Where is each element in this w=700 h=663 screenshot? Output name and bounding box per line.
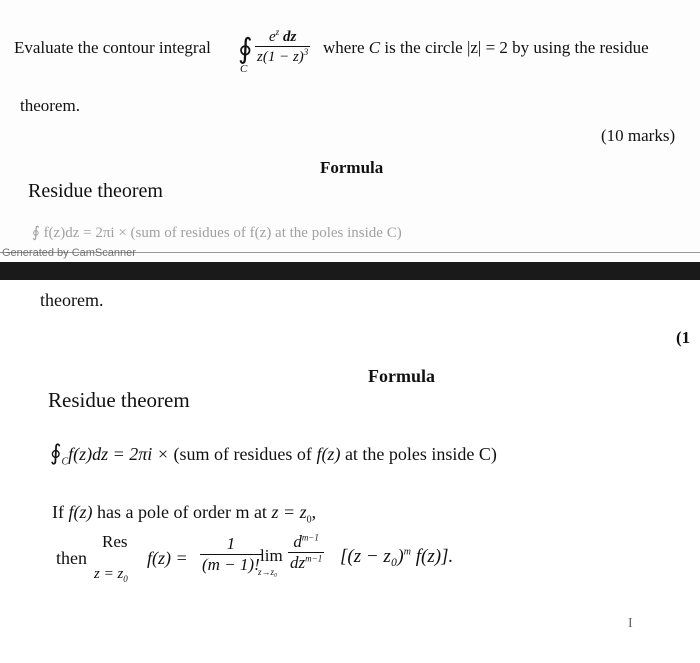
residue-formula-fz: f(z) bbox=[316, 444, 341, 464]
frac-num-sup: z bbox=[275, 27, 280, 37]
question-end: theorem. bbox=[20, 96, 80, 115]
res-bottom bbox=[94, 566, 128, 584]
pole-line: If f(z) has a pole of order m at $z = z_0$, bbox=[52, 502, 317, 526]
residue-formula-end: at the poles inside C) bbox=[344, 444, 497, 464]
frac-den-sup: 3 bbox=[303, 47, 309, 57]
question-mid: where bbox=[323, 38, 365, 57]
integrand-fraction bbox=[255, 27, 310, 66]
bracket-expr: [(z − z₀) bbox=[340, 546, 404, 567]
contour-integral-symbol: ∮ bbox=[238, 34, 253, 65]
res-bottom-sub: 0 bbox=[123, 574, 128, 584]
res-top: Res bbox=[102, 532, 128, 551]
pole-line-z: z = z bbox=[271, 502, 307, 522]
bracket-expression bbox=[340, 546, 453, 568]
residue-formula-body: f(z)dz = 2πi × bbox=[68, 444, 174, 464]
text-cursor-icon: I bbox=[628, 616, 633, 631]
integral-subscript: C bbox=[240, 63, 248, 75]
frac-den: z(1 − z) bbox=[257, 49, 304, 65]
scanned-page-top bbox=[0, 0, 700, 262]
question-continue bbox=[323, 38, 649, 58]
frac-num: e bbox=[269, 29, 276, 45]
residue-formula bbox=[50, 440, 497, 468]
question-line bbox=[14, 38, 211, 58]
marks-clipped: (1 bbox=[676, 328, 691, 347]
marks: (10 marks) bbox=[601, 126, 676, 145]
residue-formula-sub: C bbox=[61, 456, 69, 468]
frac1-num: 1 bbox=[200, 534, 262, 555]
frac-num-rest: dz bbox=[282, 29, 297, 45]
residue-formula-text: (sum of residues of bbox=[173, 444, 312, 464]
pole-line-z-sub: 0 bbox=[306, 514, 312, 526]
deriv-num-sup: m−1 bbox=[301, 532, 319, 543]
camscanner-watermark: Generated by CamScanner bbox=[2, 247, 136, 259]
then-word: then bbox=[56, 548, 87, 568]
deriv-num bbox=[288, 532, 324, 553]
lim-sub: z→z₀ bbox=[258, 567, 278, 577]
pole-line-mid: has a pole of order m at bbox=[97, 502, 267, 522]
residue-heading: Residue theorem bbox=[48, 388, 190, 412]
formula-heading-top: Formula bbox=[320, 158, 384, 177]
pole-line-start: If bbox=[52, 502, 64, 522]
lim: lim bbox=[260, 546, 283, 565]
bracket-end: f(z)]. bbox=[415, 546, 454, 567]
question-c: C bbox=[368, 38, 381, 57]
contour-integral-symbol-2: ∮ bbox=[50, 440, 62, 465]
page-divider bbox=[0, 262, 700, 280]
question-start: Evaluate the contour integral bbox=[14, 38, 211, 57]
deriv-den-sup: m−1 bbox=[305, 553, 323, 564]
derivative-fraction bbox=[288, 532, 324, 573]
frac1-den: (m − 1)! bbox=[202, 555, 260, 574]
bracket-sup: m bbox=[403, 546, 411, 558]
deriv-num-d: d bbox=[293, 532, 302, 551]
pole-line-fz: f(z) bbox=[68, 502, 93, 522]
theorem-word: theorem. bbox=[40, 290, 104, 310]
deriv-den bbox=[288, 553, 324, 573]
question-circle: is the circle |z| = 2 by using the residue bbox=[384, 38, 649, 57]
formula-heading: Formula bbox=[368, 366, 435, 386]
frac-one-over-m-minus-1 bbox=[200, 534, 262, 575]
document-bottom bbox=[0, 280, 700, 663]
residue-heading-top: Residue theorem bbox=[28, 180, 163, 202]
fz-equals: f(z) = bbox=[147, 548, 188, 568]
res-bottom-text: z = z bbox=[94, 566, 124, 582]
faded-formula-line: ∮ f(z)dz = 2πi × (sum of residues of f(z) at the poles inside C) bbox=[32, 225, 402, 241]
deriv-den-dz: dz bbox=[290, 553, 306, 572]
